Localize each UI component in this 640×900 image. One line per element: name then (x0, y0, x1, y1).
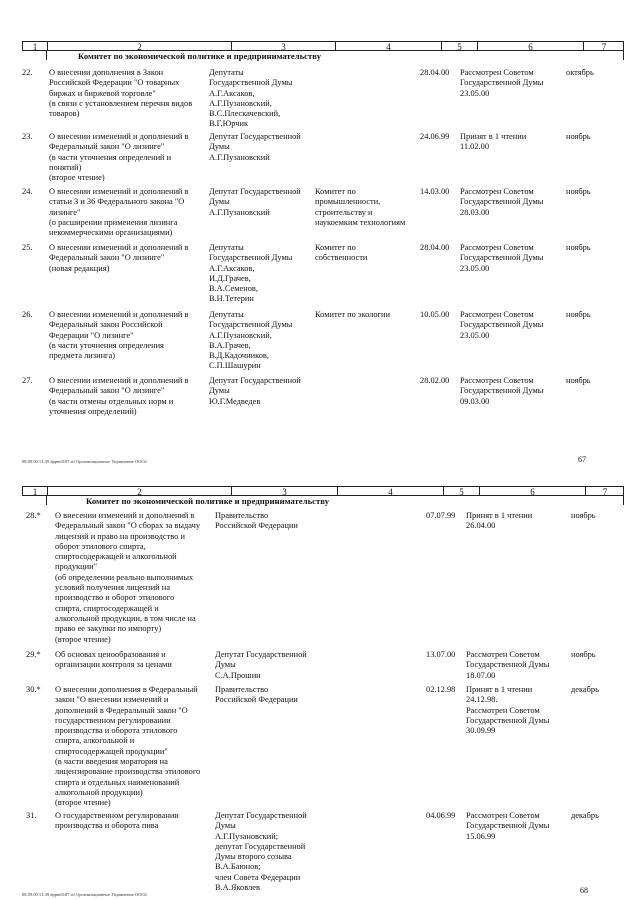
bill-title: О внесении изменений и дополнений в Федеральный закон "О лизинге" (новая редакция) (49, 243, 189, 273)
bill-title: О внесении дополнения в Федеральный закон "О внесении изменений и дополнений в Федеральный закон "О государственном регулировании производства и оборота этилового спирта, алкогольной и спиртосодержащей продукции" (в части введения моратория на лицензирование производства этилового спирта и отдельных наименований алкогольной продукции) (второе чтение) (55, 685, 201, 808)
page-footer: 08.09.00 13:39 dppm0187.rtf Организационное Управление ООО2 (22, 892, 147, 897)
co-committee: Комитет по промышленности, строительству и наукоемким технологиям (315, 187, 406, 227)
column-header-7: 7 (583, 42, 624, 51)
submission-date: 28.02.00 (420, 376, 450, 385)
bill-status: Принят в 1 чтении 24.12.98. Рассмотрен Советом Государственной Думы 30.09.99 (466, 685, 550, 736)
column-header-4: 4 (337, 487, 443, 496)
row-number: 28.* (26, 511, 41, 520)
planned-month: ноябрь (566, 187, 591, 196)
column-header-6: 6 (479, 487, 585, 496)
row-number: 29.* (26, 650, 41, 659)
bill-status: Рассмотрен Советом Государственной Думы 09.03.00 (460, 376, 544, 406)
bill-authors: Депутат Государственной Думы Ю.Г.Медведев (209, 376, 301, 406)
bill-status: Рассмотрен Советом Государственной Думы 23.05.00 (460, 243, 544, 273)
planned-month: ноябрь (566, 376, 591, 385)
planned-month: ноябрь (566, 310, 591, 319)
planned-month: ноябрь (571, 511, 596, 520)
bill-title: О внесении изменений и дополнений в Федеральный закон "О лизинге" (в части уточнения определений и понятий) (второе чтение) (49, 132, 189, 183)
column-header-2: 2 (47, 487, 231, 496)
document-page-2 (0, 480, 640, 900)
column-header-4: 4 (335, 42, 441, 51)
bill-title: О внесении изменений и дополнений в Федеральный закон "О сборах за выдачу лицензий и право на производство и оборот этилового спирта, спиртосодержащей и алкогольной продукции" (об определении реально выполнимых условий получения лицензий на производство и оборот этилового спирта, спиртосодержащей и алкогольной продукции, в том числе на право ее закупки по импорту) (второе чтение) (55, 511, 201, 644)
bill-authors: Депутаты Государственной Думы А.Г.Аксаков, А.Г.Пузановский, В.С.Плескачевский, В.Г.Юрчик (209, 68, 293, 129)
planned-month: ноябрь (566, 132, 591, 141)
row-number: 25. (22, 243, 33, 252)
bill-authors: Депутат Государственной Думы А.Г.Пузановский (209, 132, 301, 162)
bill-status: Рассмотрен Советом Государственной Думы 15.06.99 (466, 811, 550, 841)
page-number: 68 (580, 886, 588, 895)
bill-title: Об основах ценообразования и организации контроля за ценами (55, 650, 172, 670)
bill-title: О внесении дополнения в Закон Российской Федерации "О товарных биржах и биржевой торговле" (в связи с установлением перечня видов товаров) (49, 68, 193, 119)
row-number: 24. (22, 187, 33, 196)
submission-date: 02.12.98 (426, 685, 456, 694)
submission-date: 14.03.00 (420, 187, 450, 196)
bill-authors: Правительство Российской Федерации (215, 511, 298, 531)
submission-date: 28.04.00 (420, 68, 450, 77)
row-number: 22. (22, 68, 33, 77)
column-header-1: 1 (32, 42, 38, 52)
bill-status: Рассмотрен Советом Государственной Думы 23.05.00 (460, 68, 544, 98)
bill-authors: Депутаты Государственной Думы А.Г.Пузановский, В.А.Грачев, В.Д.Кадочников, С.П.Шашурин (209, 310, 293, 371)
planned-month: ноябрь (571, 650, 596, 659)
planned-month: октябрь (566, 68, 594, 77)
bill-title: О внесении изменений и дополнений в Федеральный закон "О лизинге" (в части отмены отдельных норм и уточнения определений) (49, 376, 189, 416)
planned-month: ноябрь (566, 243, 591, 252)
bill-status: Рассмотрен Советом Государственной Думы 23.05.00 (460, 310, 544, 340)
column-header-2: 2 (47, 42, 231, 51)
bill-status: Рассмотрен Советом Государственной Думы 28.03.00 (460, 187, 544, 217)
bill-authors: Депутаты Государственной Думы А.Г.Аксаков, И.Д.Грачев, В.А.Семенов, В.Н.Тетерин (209, 243, 293, 304)
bill-authors: Депутат Государственной Думы А.Г.Пузановский (209, 187, 301, 217)
column-number-header (22, 41, 624, 51)
bill-status: Рассмотрен Советом Государственной Думы 18.07.00 (466, 650, 550, 680)
bill-authors: Правительство Российской Федерации (215, 685, 298, 705)
bill-authors: Депутат Государственной Думы С.А.Прошин (215, 650, 307, 680)
column-header-3: 3 (231, 42, 335, 51)
row-number: 30.* (26, 685, 41, 694)
bill-status: Принят в 1 чтении 11.02.00 (460, 132, 527, 152)
column-header-5: 5 (443, 487, 479, 496)
column-header-3: 3 (231, 487, 337, 496)
column-header-7: 7 (585, 487, 624, 496)
bill-status: Принят в 1 чтении 26.04.00 (466, 511, 533, 531)
bill-title: О государственном регулировании производства и оборота пива (55, 811, 179, 831)
column-header-5: 5 (441, 42, 477, 51)
submission-date: 13.07.00 (426, 650, 456, 659)
submission-date: 04.06.99 (426, 811, 456, 820)
submission-date: 07.07.99 (426, 511, 456, 520)
column-header-6: 6 (477, 42, 583, 51)
page-number: 67 (578, 455, 586, 464)
column-header-1: 1 (32, 487, 38, 497)
committee-heading: Комитет по экономической политике и предпринимательству (86, 496, 330, 506)
column-number-header (22, 486, 624, 496)
co-committee: Комитет по собственности (315, 243, 368, 263)
bill-title: О внесении изменений и дополнений в статьи 3 и 36 Федерального закона "О лизинге" (о расширении применения лизинга некоммерческими организациями) (49, 187, 189, 238)
planned-month: декабрь (571, 811, 599, 820)
page-footer: 08.09.00 13:39 dppm0187.rtf Организационное Управление ООО2 (22, 459, 147, 464)
row-number: 31. (26, 811, 37, 820)
submission-date: 24.06.99 (420, 132, 450, 141)
submission-date: 10.05.00 (420, 310, 450, 319)
row-number: 23. (22, 132, 33, 141)
co-committee: Комитет по экологии (315, 310, 390, 319)
submission-date: 28.04.00 (420, 243, 450, 252)
row-number: 26. (22, 310, 33, 319)
bill-authors: Депутат Государственной Думы А.Г.Пузановский; депутат Государственной Думы второго созыва В.А.Баюнов; член Совета Федерации В.А.Яковлев (215, 811, 307, 893)
planned-month: декабрь (571, 685, 599, 694)
committee-heading: Комитет по экономической политике и предпринимательству (78, 51, 322, 61)
row-number: 27. (22, 376, 33, 385)
bill-title: О внесении изменений и дополнений в Федеральный закон Российской Федерации "О лизинге" (в части уточнения определения предмета лизинга) (49, 310, 189, 361)
